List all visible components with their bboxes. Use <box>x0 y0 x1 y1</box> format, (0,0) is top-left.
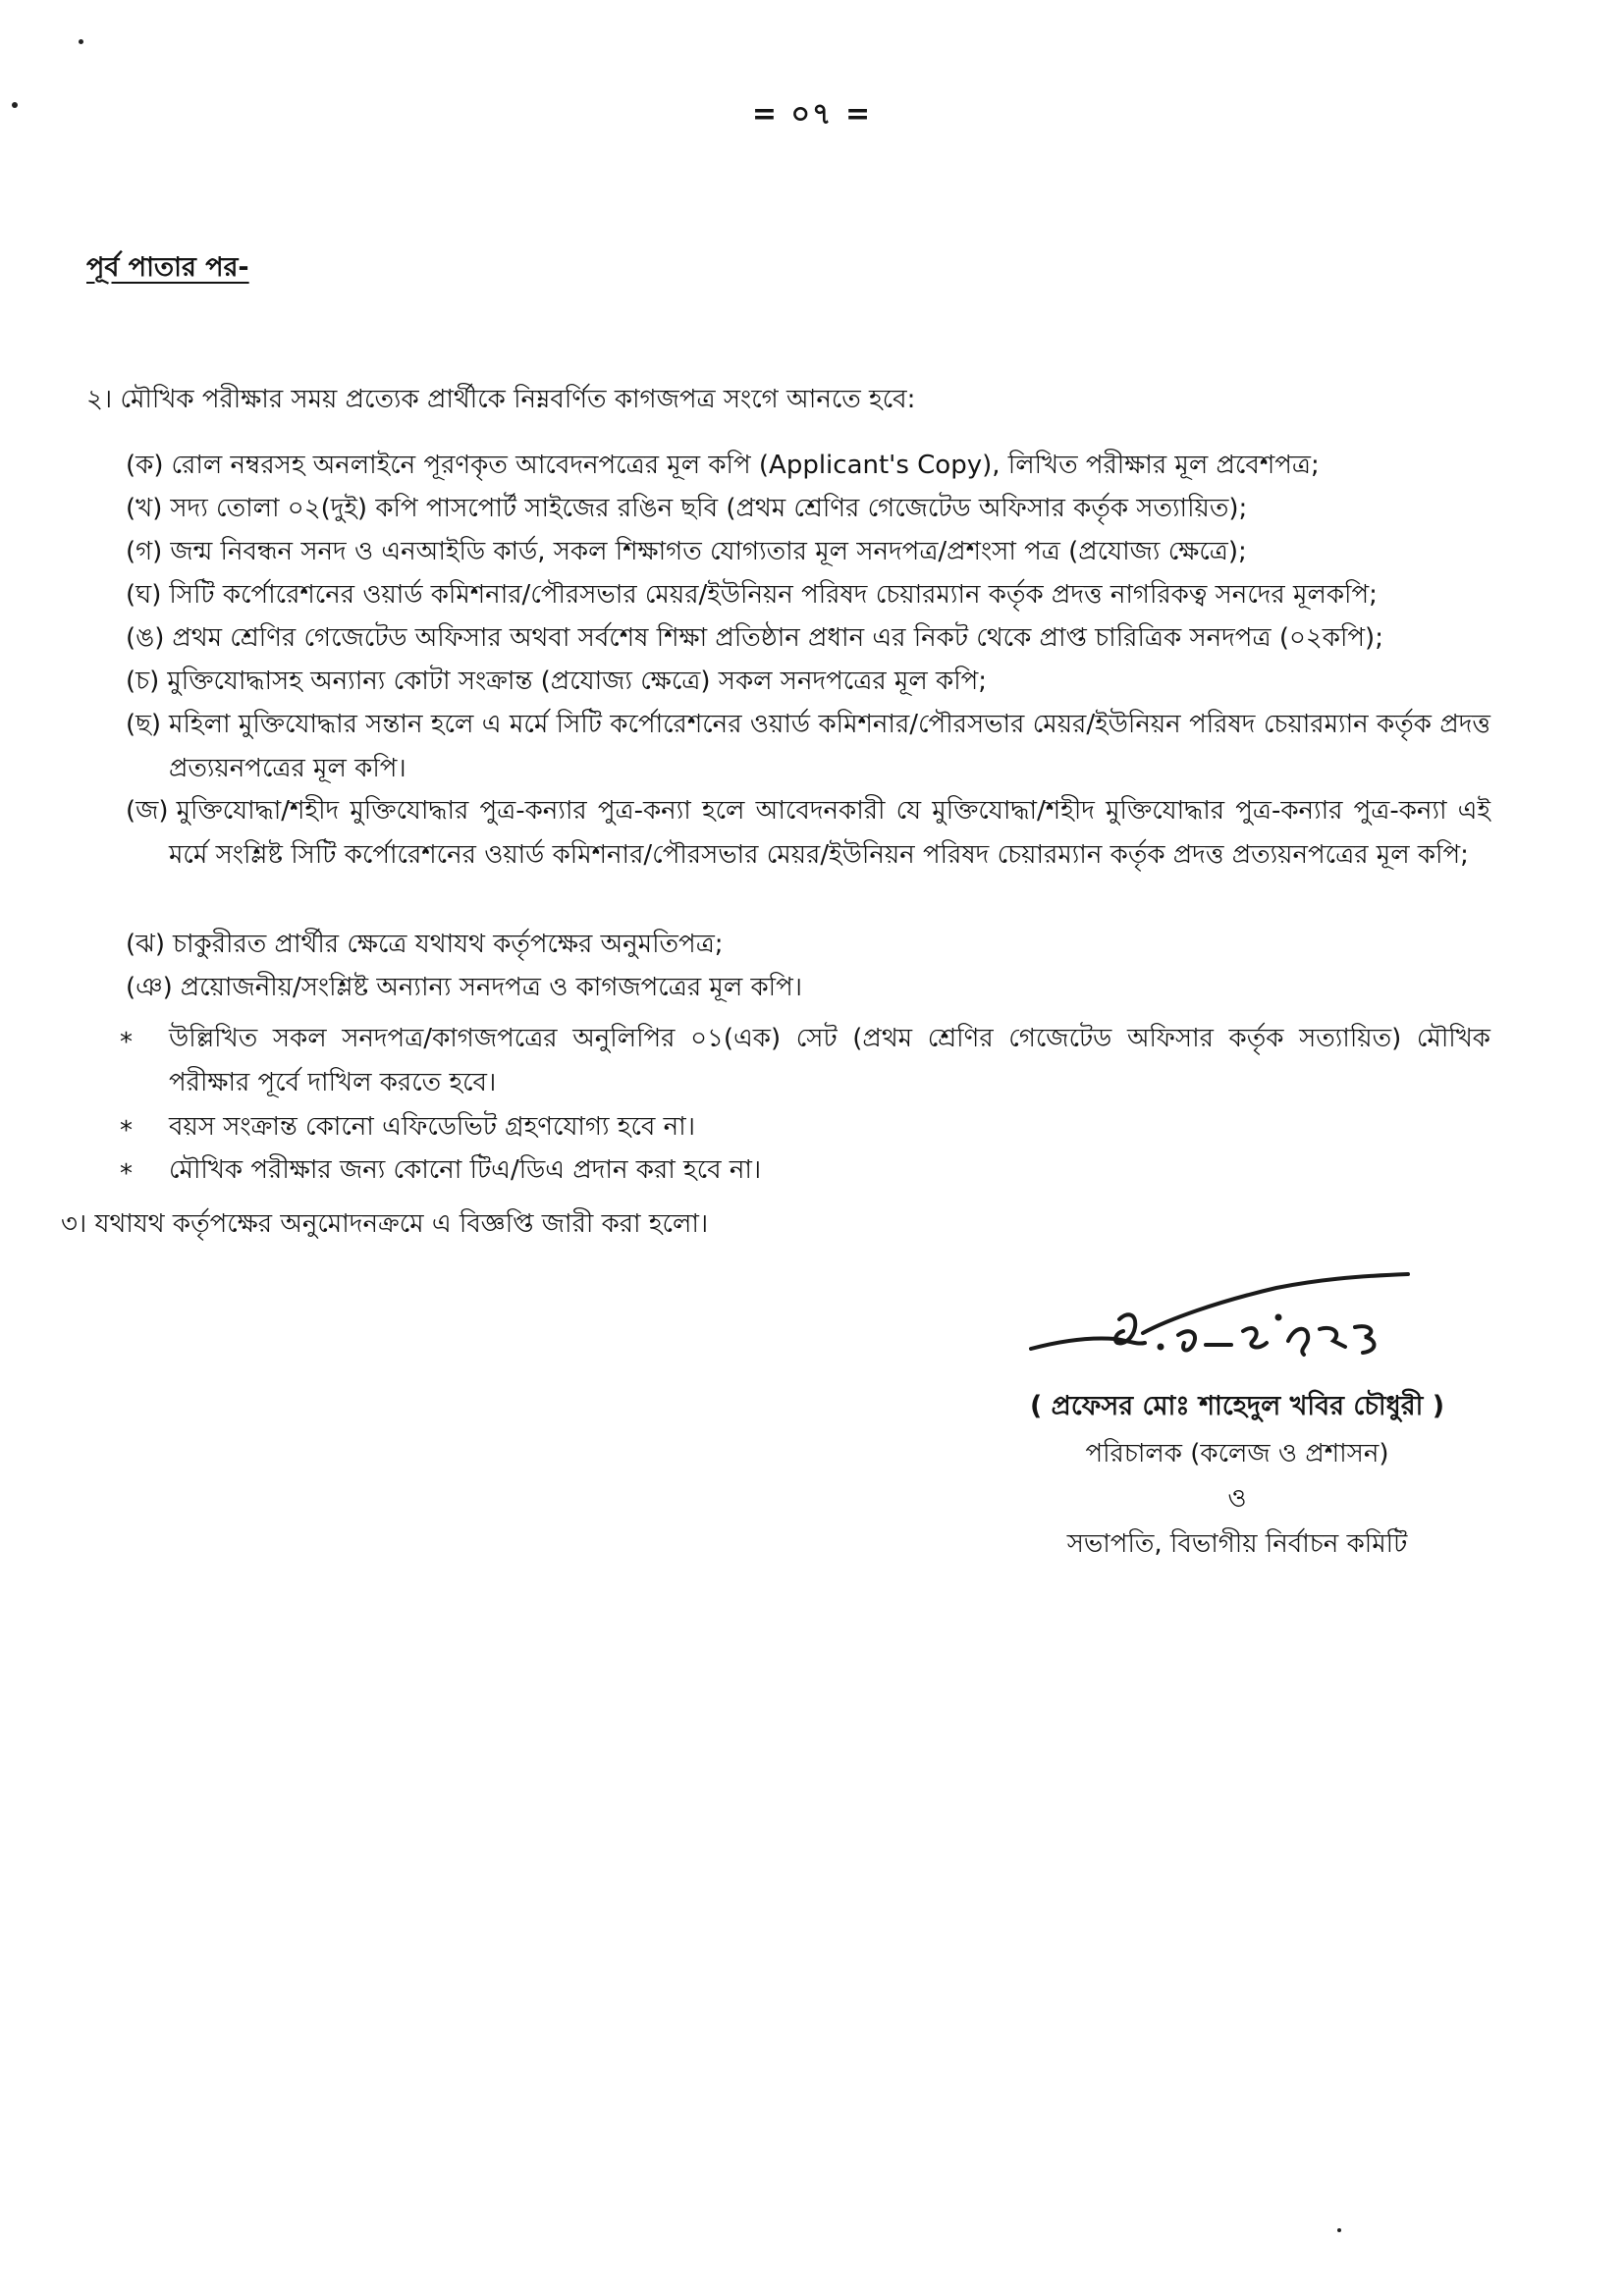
document-item-jha <box>126 923 1490 967</box>
item-label: (ঞ) <box>126 973 173 1002</box>
item-label: (গ) <box>126 537 163 566</box>
note-text: উল্লিখিত সকল সনদপত্র/কাগজপত্রের অনুলিপির ০১(এক) সেট (প্রথম শ্রেণির গেজেটেড অফিসার কর্তৃক সত্যায়িত) মৌখিক পরীক্ষার পূর্বে দাখিল করতে হবে। <box>169 1024 1490 1097</box>
page-number: = ০৭ = <box>751 97 873 132</box>
note-bullet: * <box>120 1116 133 1146</box>
signatory-designation: পরিচালক (কলেজ ও প্রশাসন) <box>1085 1439 1389 1468</box>
scan-speck <box>79 39 83 44</box>
item-label: (ঝ) <box>126 930 165 959</box>
document-item-nya <box>126 966 1490 1010</box>
document-item-cha <box>126 660 1490 704</box>
item-label: (ঙ) <box>126 623 165 653</box>
item-text: প্রথম শ্রেণির গেজেটেড অফিসার অথবা সর্বশেষ শিক্ষা প্রতিষ্ঠান প্রধান এর নিকট থেকে প্রাপ্ত চারিত্রিক সনদপত্র (০২কপি); <box>172 623 1383 653</box>
item-label: (ক) <box>126 451 164 480</box>
scan-speck <box>1337 2228 1341 2232</box>
section-3-approval: ৩। যথাযথ কর্তৃপক্ষের অনুমোদনক্রমে এ বিজ্ঞপ্তি জারী করা হলো। <box>61 1209 709 1239</box>
document-item-uma <box>126 616 1490 661</box>
item-text: সদ্য তোলা ০২(দুই) কপি পাসপোর্ট সাইজের রঙিন ছবি (প্রথম শ্রেণির গেজেটেড অফিসার কর্তৃক সত্যায়িত); <box>170 494 1248 523</box>
item-text: মুক্তিযোদ্ধাসহ অন্যান্য কোটা সংক্রান্ত (প্রযোজ্য ক্ষেত্রে) সকল সনদপত্রের মূল কপি; <box>167 667 988 696</box>
item-text: জন্ম নিবন্ধন সনদ ও এনআইডি কার্ড, সকল শিক্ষাগত যোগ্যতার মূল সনদপত্র/প্রশংসা পত্র (প্রযোজ্য ক্ষেত্রে); <box>170 537 1247 566</box>
item-label: (খ) <box>126 494 163 523</box>
document-item-gha <box>126 573 1490 617</box>
note-age-affidavit <box>120 1105 1490 1149</box>
signatory-name: ( প্রফেসর মোঃ শাহেদুল খবির চৌধুরী ) <box>1029 1391 1445 1421</box>
signatory-committee-role: সভাপতি, বিভাগীয় নির্বাচন কমিটি <box>1066 1529 1408 1559</box>
item-label: (ছ) <box>126 710 162 739</box>
document-item-ga <box>126 530 1490 574</box>
item-text: মুক্তিযোদ্ধা/শহীদ মুক্তিযোদ্ধার পুত্র-কন্যার পুত্র-কন্যা হলে আবেদনকারী যে মুক্তিযোদ্ধা/শহীদ মুক্তিযোদ্ধার পুত্র-কন্যার পুত্র-কন্যা এই মর্মে সংশ্লিষ্ট সিটি কর্পোরেশনের ওয়ার্ড কমিশনার/পৌরসভার মেয়র/ইউনিয়ন পরিষদ চেয়ারম্যান কর্তৃক প্রদত্ত প্রত্যয়নপত্রের মূল কপি; <box>169 796 1490 870</box>
note-text: মৌখিক পরীক্ষার জন্য কোনো টিএ/ডিএ প্রদান করা হবে না। <box>169 1155 762 1185</box>
item-label: (ঘ) <box>126 580 162 610</box>
note-bullet: * <box>120 1028 133 1057</box>
item-label: (জ) <box>126 796 169 826</box>
item-text: প্রয়োজনীয়/সংশ্লিষ্ট অন্যান্য সনদপত্র ও কাগজপত্রের মূল কপি। <box>180 973 803 1002</box>
item-text: চাকুরীরত প্রার্থীর ক্ষেত্রে যথাযথ কর্তৃপক্ষের অনুমতিপত্র; <box>172 930 724 959</box>
section-2-heading: ২। মৌখিক পরীক্ষার সময় প্রত্যেক প্রার্থীকে নিম্নবর্ণিত কাগজপত্র সংগে আনতে হবে: <box>86 385 916 414</box>
document-item-ja <box>126 789 1490 878</box>
document-item-ka <box>126 444 1490 488</box>
note-attested-copies <box>120 1017 1490 1105</box>
handwritten-signature <box>1021 1272 1434 1390</box>
note-bullet: * <box>120 1159 133 1189</box>
continued-from-previous-page: পূর্ব পাতার পর- <box>86 252 249 283</box>
signatory-conjunction: ও <box>1227 1484 1247 1514</box>
document-item-chha <box>126 703 1490 791</box>
note-no-ta-da <box>120 1148 1490 1193</box>
note-text: বয়স সংক্রান্ত কোনো এফিডেভিট গ্রহণযোগ্য হবে না। <box>169 1112 696 1142</box>
document-item-kha <box>126 487 1490 531</box>
item-text: রোল নম্বরসহ অনলাইনে পূরণকৃত আবেদনপত্রের মূল কপি (Applicant's Copy), লিখিত পরীক্ষার মূল প্রবেশপত্র; <box>171 451 1320 480</box>
item-label: (চ) <box>126 667 160 696</box>
item-text: সিটি কর্পোরেশনের ওয়ার্ড কমিশনার/পৌরসভার মেয়র/ইউনিয়ন পরিষদ চেয়ারম্যান কর্তৃক প্রদত্ত নাগরিকত্ব সনদের মূলকপি; <box>169 580 1378 610</box>
item-text: মহিলা মুক্তিযোদ্ধার সন্তান হলে এ মর্মে সিটি কর্পোরেশনের ওয়ার্ড কমিশনার/পৌরসভার মেয়র/ইউনিয়ন পরিষদ চেয়ারম্যান কর্তৃক প্রদত্ত প্রত্যয়নপত্রের মূল কপি। <box>169 710 1490 783</box>
